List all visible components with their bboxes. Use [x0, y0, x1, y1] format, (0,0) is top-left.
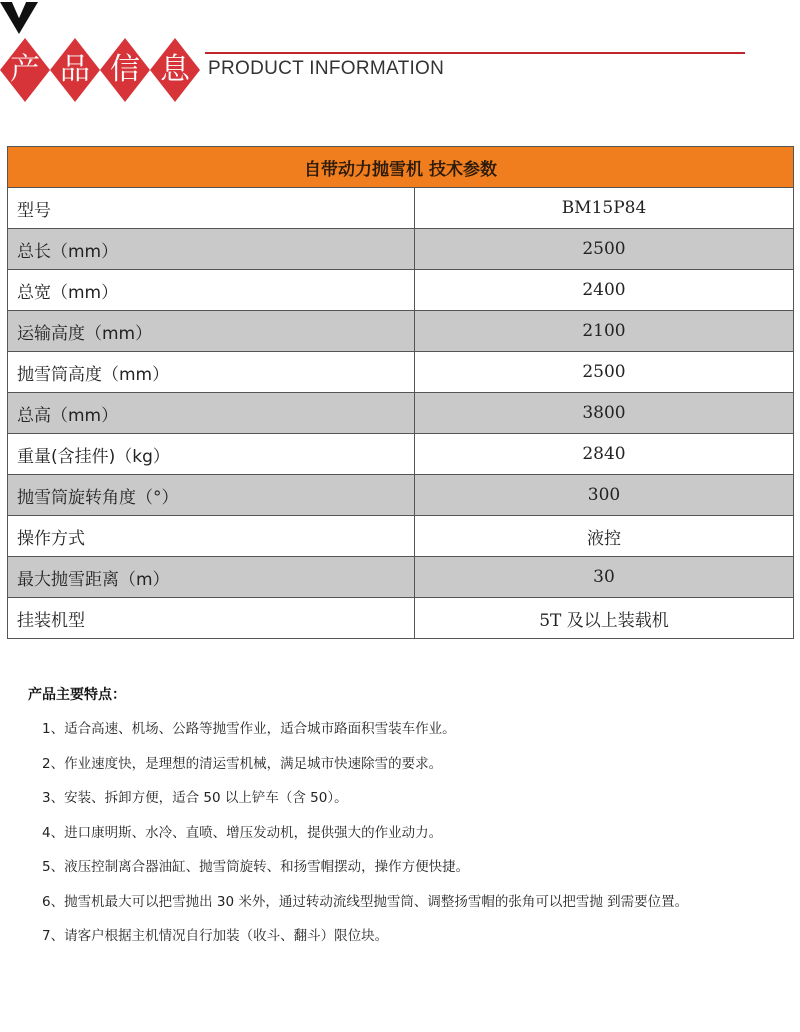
header-char-3: 信	[110, 52, 140, 87]
feature-item: 5、液压控制离合器油缸、抛雪筒旋转、和扬雪帽摆动，操作方便快捷。	[42, 859, 470, 875]
feature-item: 1、适合高速、机场、公路等抛雪作业，适合城市路面积雪装车作业。	[42, 721, 456, 737]
feature-item: 6、抛雪机最大可以把雪抛出 30 米外，通过转动流线型抛雪筒、调整扬雪帽的张角可以把雪抛 到需要位置。	[42, 893, 689, 910]
spec-value: 30	[415, 557, 794, 598]
features-section	[28, 684, 788, 962]
spec-row-chute-height	[8, 352, 794, 393]
spec-label: 总宽（mm）	[8, 270, 415, 311]
spec-row-weight	[8, 434, 794, 475]
spec-table	[7, 146, 794, 639]
spec-label: 操作方式	[8, 516, 415, 557]
spec-label: 型号	[8, 188, 415, 229]
header-char-4: 息	[160, 52, 190, 87]
spec-value: BM15P84	[415, 188, 794, 229]
brand-v-logo-icon	[0, 0, 38, 36]
spec-label: 抛雪筒高度（mm）	[8, 352, 415, 393]
spec-label: 重量(含挂件)（kg）	[8, 434, 415, 475]
features-title: 产品主要特点：	[28, 687, 126, 703]
spec-value: 2500	[415, 352, 794, 393]
spec-label: 总高（mm）	[8, 393, 415, 434]
feature-item: 2、作业速度快，是理想的清运雪机械，满足城市快速除雪的要求。	[42, 755, 443, 772]
spec-value: 5T 及以上装载机	[415, 598, 794, 639]
spec-row-rotation-angle	[8, 475, 794, 516]
spec-value: 300	[415, 475, 794, 516]
header-char-1: 产	[10, 52, 40, 87]
spec-value: 2400	[415, 270, 794, 311]
product-info-header	[0, 0, 800, 110]
spec-table-header-row	[8, 147, 794, 188]
spec-row-width	[8, 270, 794, 311]
spec-label: 最大抛雪距离（m）	[8, 557, 415, 598]
spec-row-total-height	[8, 393, 794, 434]
feature-item: 3、安装、拆卸方便，适合 50 以上铲车（含 50）。	[42, 790, 348, 806]
spec-value: 2840	[415, 434, 794, 475]
spec-row-max-distance	[8, 557, 794, 598]
spec-label: 总长（mm）	[8, 229, 415, 270]
spec-label: 抛雪筒旋转角度（°）	[8, 475, 415, 516]
spec-value: 3800	[415, 393, 794, 434]
header-char-2: 品	[60, 52, 90, 87]
spec-row-length	[8, 229, 794, 270]
feature-item: 4、进口康明斯、水冷、直喷、增压发动机，提供强大的作业动力。	[42, 824, 443, 841]
spec-table-title: 自带动力抛雪机 技术参数	[8, 147, 794, 188]
spec-label: 运输高度（mm）	[8, 311, 415, 352]
spec-value: 2500	[415, 229, 794, 270]
spec-row-model	[8, 188, 794, 229]
feature-item: 7、请客户根据主机情况自行加装（收斗、翻斗）限位块。	[42, 928, 389, 944]
header-divider	[205, 52, 745, 54]
spec-row-transport-height	[8, 311, 794, 352]
spec-value: 2100	[415, 311, 794, 352]
spec-value: 液控	[415, 516, 794, 557]
spec-row-operation	[8, 516, 794, 557]
spec-label: 挂装机型	[8, 598, 415, 639]
spec-row-loader-type	[8, 598, 794, 639]
header-english-title: PRODUCT INFORMATION	[208, 58, 445, 79]
